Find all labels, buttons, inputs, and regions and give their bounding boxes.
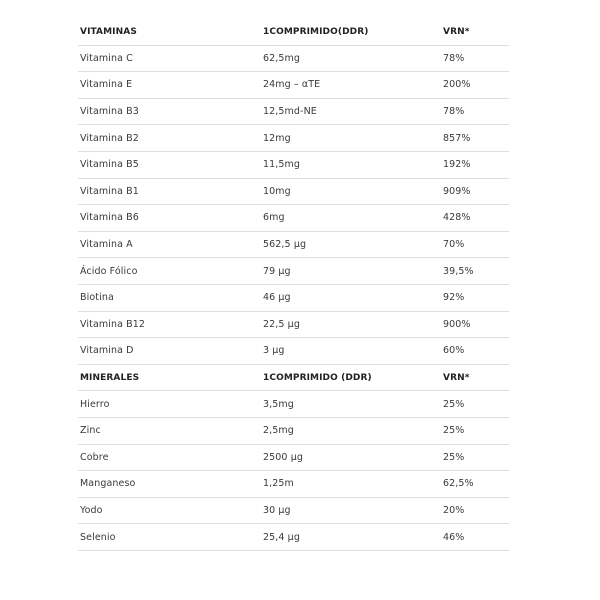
row-name: Cobre — [80, 451, 109, 463]
row-vrn: 78% — [443, 106, 465, 118]
row-name: Hierro — [80, 398, 110, 410]
row-vrn: 62,5% — [443, 478, 474, 490]
row-name: Yodo — [80, 504, 103, 516]
row-amount: 46 µg — [263, 292, 291, 304]
row-amount: 62,5mg — [263, 52, 301, 64]
row-vrn: 25% — [443, 425, 465, 437]
row-vrn: 60% — [443, 345, 465, 357]
row-name: Vitamina B3 — [80, 106, 139, 118]
nutrition-table — [78, 19, 509, 551]
row-amount: 24mg – αTE — [263, 79, 321, 91]
row-name: Zinc — [80, 425, 101, 437]
row-amount: 12mg — [263, 132, 291, 144]
row-vrn: 70% — [443, 239, 465, 251]
row-amount: 2500 µg — [263, 451, 303, 463]
table-row — [78, 498, 509, 525]
table-row — [78, 418, 509, 445]
row-amount: 3 µg — [263, 345, 285, 357]
row-name: Vitamina B2 — [80, 132, 139, 144]
header-cell-name: MINERALES — [80, 372, 140, 383]
header-cell-vrn: VRN* — [443, 372, 470, 383]
row-vrn: 25% — [443, 451, 465, 463]
table-row — [78, 152, 509, 179]
row-name: Vitamina B6 — [80, 212, 139, 224]
table-row — [78, 46, 509, 73]
row-vrn: 200% — [443, 79, 471, 91]
row-vrn: 20% — [443, 504, 465, 516]
row-vrn: 909% — [443, 185, 471, 197]
table-row — [78, 312, 509, 339]
header-cell-vrn: VRN* — [443, 26, 470, 37]
row-amount: 2,5mg — [263, 425, 294, 437]
row-name: Vitamina B1 — [80, 185, 139, 197]
row-name: Ácido Fólico — [80, 265, 138, 277]
row-vrn: 25% — [443, 398, 465, 410]
row-name: Vitamina C — [80, 52, 133, 64]
row-amount: 12,5md-NE — [263, 106, 317, 118]
table-row — [78, 391, 509, 418]
row-vrn: 192% — [443, 159, 471, 171]
row-vrn: 900% — [443, 318, 471, 330]
row-vrn: 428% — [443, 212, 471, 224]
row-amount: 6mg — [263, 212, 285, 224]
row-vrn: 857% — [443, 132, 471, 144]
row-amount: 30 µg — [263, 504, 291, 516]
table-row — [78, 338, 509, 365]
table-row — [78, 285, 509, 312]
row-name: Biotina — [80, 292, 114, 304]
table-row — [78, 232, 509, 259]
row-vrn: 46% — [443, 531, 465, 543]
table-row — [78, 179, 509, 206]
minerales-header-row — [78, 365, 509, 392]
row-vrn: 39,5% — [443, 265, 474, 277]
table-row — [78, 471, 509, 498]
header-cell-amount: 1COMPRIMIDO (DDR) — [263, 372, 372, 383]
row-amount: 3,5mg — [263, 398, 294, 410]
row-name: Vitamina D — [80, 345, 134, 357]
row-amount: 11,5mg — [263, 159, 301, 171]
row-vrn: 78% — [443, 52, 465, 64]
table-row — [78, 125, 509, 152]
row-vrn: 92% — [443, 292, 465, 304]
vitaminas-header-row — [78, 19, 509, 46]
row-amount: 79 µg — [263, 265, 291, 277]
row-amount: 1,25m — [263, 478, 294, 490]
row-name: Selenio — [80, 531, 116, 543]
table-row — [78, 72, 509, 99]
row-amount: 22,5 µg — [263, 318, 300, 330]
row-amount: 10mg — [263, 185, 291, 197]
table-row — [78, 445, 509, 472]
header-cell-name: VITAMINAS — [80, 26, 137, 37]
row-amount: 562,5 µg — [263, 239, 307, 251]
row-amount: 25,4 µg — [263, 531, 300, 543]
table-row — [78, 99, 509, 126]
table-row — [78, 205, 509, 232]
row-name: Vitamina E — [80, 79, 133, 91]
row-name: Vitamina A — [80, 239, 133, 251]
row-name: Vitamina B12 — [80, 318, 146, 330]
table-row — [78, 258, 509, 285]
row-name: Vitamina B5 — [80, 159, 139, 171]
row-name: Manganeso — [80, 478, 136, 490]
table-row — [78, 524, 509, 551]
header-cell-amount: 1COMPRIMIDO(DDR) — [263, 26, 369, 37]
